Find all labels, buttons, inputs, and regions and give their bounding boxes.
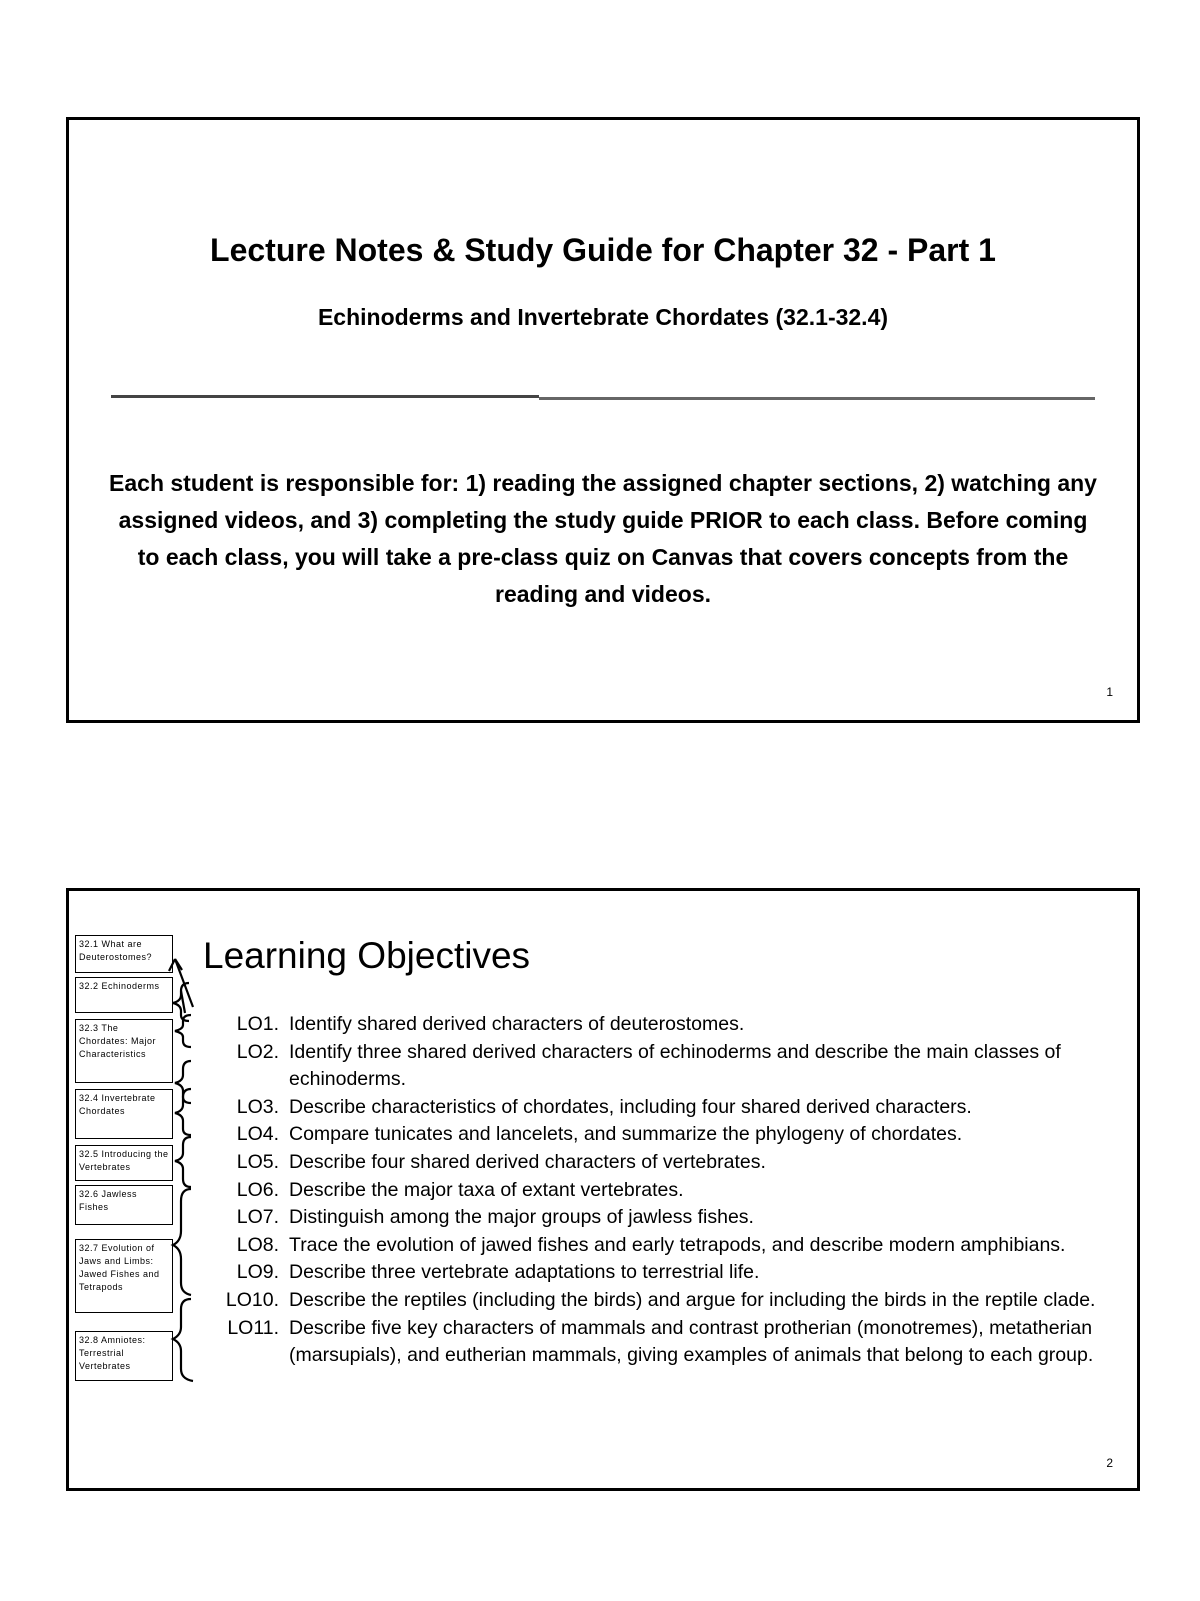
slide-subtitle: Echinoderms and Invertebrate Chordates (32.1-32.4) xyxy=(317,304,889,330)
section-box-32-8: 32.8 Amniotes: Terrestrial Vertebrates xyxy=(75,1331,173,1381)
objective-text: Identify shared derived characters of deuterostomes. xyxy=(289,1013,745,1035)
objective-text: Identify three shared derived characters of echinoderms and describe the main classes of echinoderms. xyxy=(289,1040,1061,1091)
objective-number: LO3. xyxy=(236,1095,279,1118)
objective-number: LO6. xyxy=(236,1178,279,1201)
divider-rule xyxy=(539,397,1095,400)
objective-number: LO9. xyxy=(236,1261,279,1284)
section-box-32-1: 32.1 What are Deuterostomes? xyxy=(75,935,173,973)
objective-text: Describe the reptiles (including the birds) and argue for including the birds in the reptile clade. xyxy=(289,1288,1096,1311)
objective-number: LO7. xyxy=(236,1206,279,1229)
slide-2 xyxy=(66,888,1140,1491)
objective-item xyxy=(69,1232,1139,1260)
objective-number: LO10. xyxy=(225,1288,279,1311)
objective-item xyxy=(69,1039,1139,1094)
objective-text: Trace the evolution of jawed fishes and early tetrapods, and describe modern amphibians. xyxy=(289,1233,1066,1256)
objective-item xyxy=(69,1011,1139,1039)
arrow-head xyxy=(169,959,182,971)
objective-text: Describe five key characters of mammals and contrast protherian (monotremes), metatherian (marsupials), and eutherian mammals, giving examples of animals that belong to each group. xyxy=(289,1316,1094,1367)
slide-title: Lecture Notes & Study Guide for Chapter 32 - Part 1 xyxy=(210,232,996,268)
objective-item xyxy=(69,1204,1139,1232)
page-number: 2 xyxy=(1106,1456,1113,1470)
section-box-32-2: 32.2 Echinoderms xyxy=(75,977,173,1013)
section-box-32-5: 32.5 Introducing the Vertebrates xyxy=(75,1145,173,1181)
objective-item xyxy=(69,1315,1139,1370)
objective-text: Describe the major taxa of extant vertebrates. xyxy=(289,1178,684,1201)
objective-number: LO1. xyxy=(236,1013,279,1035)
objective-number: LO8. xyxy=(236,1233,279,1256)
objective-item xyxy=(69,1121,1139,1149)
objective-text: Distinguish among the major groups of jawless fishes. xyxy=(289,1206,754,1229)
objective-item xyxy=(69,1094,1139,1122)
section-box-32-4: 32.4 Invertebrate Chordates xyxy=(75,1089,173,1139)
objective-text: Describe characteristics of chordates, including four shared derived characters. xyxy=(289,1095,972,1118)
objective-item xyxy=(69,1287,1139,1315)
objective-number: LO11. xyxy=(227,1316,279,1339)
objective-number: LO5. xyxy=(236,1150,279,1173)
objective-text: Compare tunicates and lancelets, and summarize the phylogeny of chordates. xyxy=(289,1123,963,1146)
slide-title: Learning Objectives xyxy=(203,935,531,976)
objective-text: Describe four shared derived characters of vertebrates. xyxy=(289,1150,766,1173)
objective-number: LO4. xyxy=(236,1123,279,1146)
page-number: 1 xyxy=(1106,685,1113,699)
section-box-32-7: 32.7 Evolution of Jaws and Limbs: Jawed Fishes and Tetrapods xyxy=(75,1239,173,1313)
learning-objectives-list xyxy=(69,1011,1139,1370)
objective-item xyxy=(69,1177,1139,1205)
slide-1 xyxy=(66,117,1140,723)
responsibility-statement: Each student is responsible for: 1) reading the assigned chapter sections, 2) watching any assigned videos, and 3) completing the study guide PRIOR to each class. Before coming to each class, you will take a pre-class quiz on Canvas that covers concepts from the reading and videos. xyxy=(109,470,1097,607)
divider-rule xyxy=(111,395,539,398)
objective-number: LO2. xyxy=(236,1040,279,1063)
section-box-32-3: 32.3 The Chordates: Major Characteristics xyxy=(75,1019,173,1083)
objective-item xyxy=(69,1149,1139,1177)
objective-text: Describe three vertebrate adaptations to terrestrial life. xyxy=(289,1261,760,1284)
section-box-32-6: 32.6 Jawless Fishes xyxy=(75,1185,173,1225)
objective-item xyxy=(69,1259,1139,1287)
